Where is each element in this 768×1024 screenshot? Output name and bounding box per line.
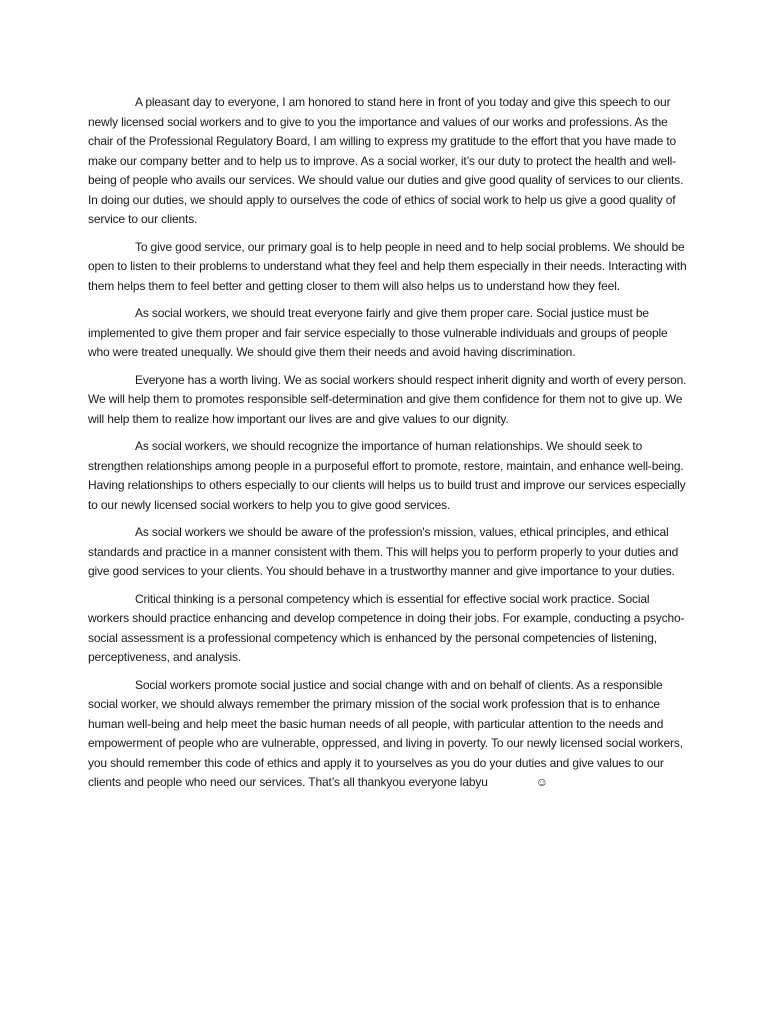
document-body xyxy=(88,93,688,801)
paragraph-7: Critical thinking is a personal competency which is essential for effective social work practice. Social workers should practice enhancing and develop competence in doing their jobs. For example, conducting a psycho-social assessment is a professional competency which is enhanced by the personal competencies of listening, perceptiveness, and analysis. xyxy=(88,591,685,664)
paragraph-5: As social workers, we should recognize the importance of human relationships. We should seek to strengthen relationships among people in a purposeful effort to promote, restore, maintain, and enhance well-being. Having relationships to others especially to our clients will helps us to build trust and improve our services especially to our newly licensed social workers to help you to give good services. xyxy=(88,439,686,512)
smiley-face-icon: ☺ xyxy=(535,775,548,789)
paragraph-8-text: Social workers promote social justice and social change with and on behalf of clients. As a responsible social worker, we should always remember the primary mission of the social work profession that is to enhance human well-being and help meet the basic human needs of all people, with particular attention to the needs and empowerment of people who are vulnerable, oppressed, and living in poverty. To our newly licensed social workers, you should remember this code of ethics and apply it to yourselves as you do your duties and give values to our clients and people who need our services. That’s all thankyou everyone labyu xyxy=(88,677,683,789)
paragraph-6: As social workers we should be aware of the profession's mission, values, ethical principles, and ethical standards and practice in a manner consistent with them. This will helps you to perform properly to your duties and give good services to your clients. You should behave in a trustworthy manner and give importance to your duties. xyxy=(88,525,679,578)
paragraph-3: As social workers, we should treat everyone fairly and give them proper care. Social justice must be implemented to give them proper and fair service especially to those vulnerable individuals and groups of people who were treated unequally. We should give them their needs and avoid having discrimination. xyxy=(88,306,668,359)
paragraph-1: A pleasant day to everyone, I am honored to stand here in front of you today and give this speech to our newly licensed social workers and to give to you the importance and values of our works and professions. As the chair of the Professional Regulatory Board, I am willing to express my gratitude to the effort that you have made to make our company better and to help us to improve. As a social worker, it’s our duty to protect the health and well-being of people who avails our services. We should value our duties and give good quality of services to our clients. In doing our duties, we should apply to ourselves the code of ethics of social work to help us give a good quality of service to our clients. xyxy=(88,95,684,226)
paragraph-4: Everyone has a worth living. We as social workers should respect inherit dignity and worth of every person. We will help them to promotes responsible self-determination and give them confidence for them not to give up. We will help them to realize how important our lives are and give values to our dignity. xyxy=(88,372,687,426)
paragraph-8 xyxy=(88,676,688,793)
paragraph-2: To give good service, our primary goal is to help people in need and to help social problems. We should be open to listen to their problems to understand what they feel and help them especially in their needs. Interacting with them helps them to feel better and getting closer to them will also helps us to understand how they feel. xyxy=(88,239,687,293)
